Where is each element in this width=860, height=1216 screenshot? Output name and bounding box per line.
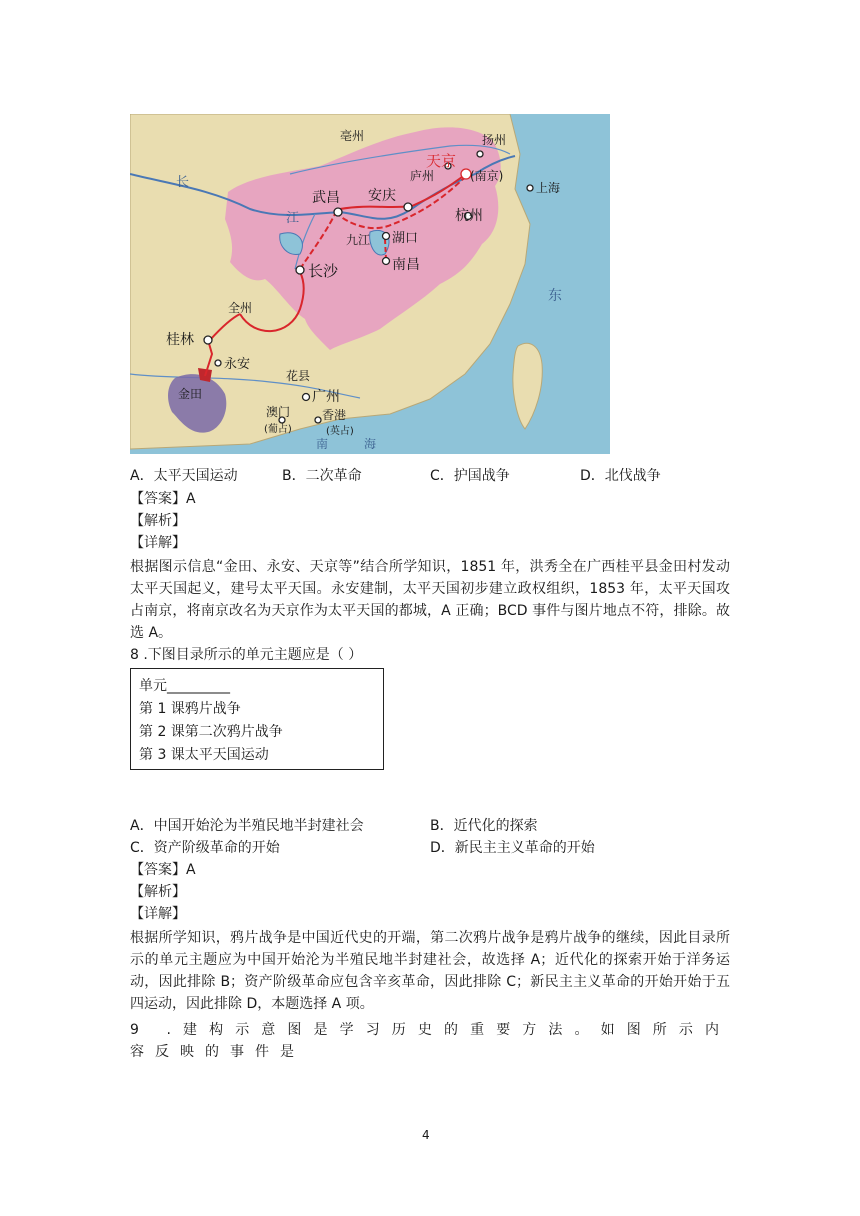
shanghai-marker — [527, 185, 533, 191]
q7-detail: 【详解】 — [130, 535, 186, 551]
label-changsha: 长沙 — [308, 262, 339, 280]
label-anqing: 安庆 — [368, 188, 396, 204]
toc-lesson-3: 第 3 课太平天国运动 — [139, 747, 269, 763]
q7-option-a: A．太平天国运动 — [130, 468, 238, 484]
label-hongkong: 香港 — [322, 408, 347, 422]
q7-explanation: 根据图示信息“金田、永安、天京等”结合所学知识，1851 年，洪秀全在广西桂平县金田村发动太平天国起义，建号太平天国。永安建制，太平天国初步建立政权组织，1853 年，太平天国攻占南京，将南京改名为天京作为太平天国的都城，A 正确；BCD 事件与图片地点不符，排除。故选 A。 — [130, 559, 730, 641]
label-yangzhou: 扬州 — [482, 133, 507, 147]
label-south: 南 — [316, 437, 329, 451]
label-tianjing: 天京 — [426, 152, 457, 170]
q8-explanation: 根据所学知识，鸦片战争是中国近代史的开端，第二次鸦片战争是鸦片战争的继续，因此目录所示的单元主题应为中国开始沦为半殖民地半封建社会，故选择 A；近代化的探索开始于洋务运动，因此排除 B；资产阶级革命应包含辛亥革命，因此排除 C；新民主主义革命的开始开始于五四运动，因此排除 D，本题选择 A 项。 — [130, 930, 730, 1012]
page-number: 4 — [422, 1128, 430, 1142]
changsha-marker — [296, 266, 304, 274]
q8-option-b: B．近代化的探索 — [430, 818, 538, 834]
label-bozhou: 亳州 — [340, 129, 365, 143]
label-yongan: 永安 — [224, 357, 251, 372]
label-macau: 澳门 — [266, 405, 291, 419]
label-jiujiang: 九江 — [346, 233, 371, 247]
hongkong-marker — [315, 417, 321, 423]
q8-option-d: D．新民主主义革命的开始 — [430, 840, 595, 856]
label-sea: 海 — [364, 437, 377, 451]
q9-stem: 9 .建构示意图是学习历史的重要方法。如图所示内容反映的事件是 — [130, 1022, 730, 1060]
q7-option-c: C．护国战争 — [430, 468, 510, 484]
label-chang: 长 — [176, 175, 190, 190]
guangzhou-marker — [303, 394, 310, 401]
q7-option-b: B．二次革命 — [282, 468, 362, 484]
label-nanchang: 南昌 — [392, 257, 420, 273]
label-hukou: 湖口 — [392, 231, 419, 246]
q8-answer: 【答案】A — [130, 862, 196, 878]
label-wuchang: 武昌 — [312, 190, 340, 206]
toc-lesson-1: 第 1 课鸦片战争 — [139, 701, 241, 717]
label-shanghai: 上海 — [536, 181, 561, 195]
q8-toc-box — [130, 668, 384, 770]
guilin-marker — [204, 336, 212, 344]
yongan-marker — [215, 360, 221, 366]
anqing-marker — [404, 203, 412, 211]
label-guangzhou: 广州 — [312, 389, 340, 405]
label-hongkong-sub: (英占) — [326, 426, 354, 437]
q7-option-d: D．北伐战争 — [580, 468, 661, 484]
label-quanzhou: 全州 — [228, 301, 253, 315]
label-nanjing: (南京) — [470, 169, 504, 183]
nanchang-marker — [383, 258, 390, 265]
taiwan-island — [513, 343, 542, 429]
label-east: 东 — [548, 288, 562, 304]
q8-detail: 【详解】 — [130, 906, 186, 922]
taiping-map — [130, 114, 610, 454]
label-jintian: 金田 — [178, 387, 203, 401]
q8-option-c: C．资产阶级革命的开始 — [130, 840, 280, 856]
yangzhou-marker — [477, 151, 483, 157]
wuchang-marker — [334, 208, 342, 216]
toc-lesson-2: 第 2 课第二次鸦片战争 — [139, 724, 283, 740]
label-guilin: 桂林 — [166, 332, 194, 348]
toc-unit: 单元_________ — [139, 678, 230, 694]
q8-stem: 8 .下图目录所示的单元主题应是（ ） — [130, 647, 363, 663]
q7-answer: 【答案】A — [130, 491, 196, 507]
q8-option-a: A．中国开始沦为半殖民地半封建社会 — [130, 818, 364, 834]
label-luzhou: 庐州 — [410, 169, 435, 183]
map-svg — [130, 114, 610, 454]
label-macau-sub: (葡占) — [264, 424, 292, 435]
label-jiang: 江 — [286, 211, 300, 226]
hukou-marker — [383, 233, 390, 240]
route-hukou-nanchang — [385, 239, 386, 259]
q8-analysis: 【解析】 — [130, 884, 186, 900]
label-huaxian: 花县 — [286, 369, 311, 383]
q7-analysis: 【解析】 — [130, 513, 186, 529]
label-hangzhou: 杭州 — [455, 208, 483, 224]
